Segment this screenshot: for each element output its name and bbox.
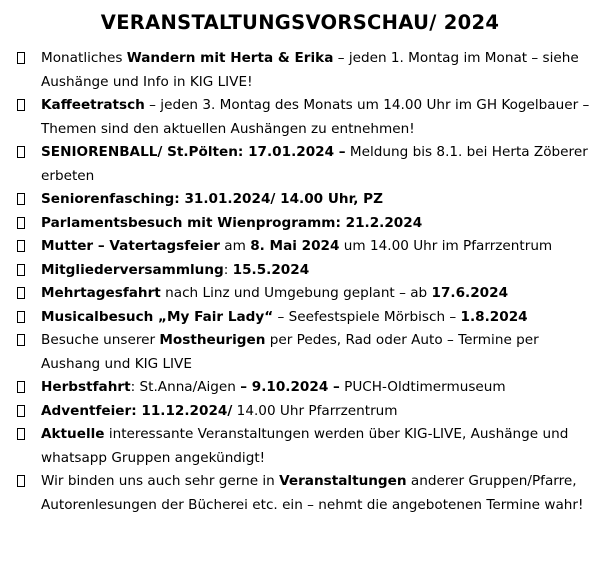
- page-title: VERANSTALTUNGSVORSCHAU/ 2024: [100, 11, 500, 34]
- bullet-icon: [17, 193, 25, 205]
- item-text: PUCH-Oldtimermuseum: [339, 379, 506, 395]
- list-item: [0, 235, 600, 259]
- bullet-icon: [17, 264, 25, 276]
- bullet-icon: [17, 217, 25, 229]
- list-item: [0, 47, 600, 94]
- bullet-icon: [17, 287, 25, 299]
- item-highlight: Herbstfahrt: [41, 379, 131, 395]
- item-text: interessante Veranstaltungen werden über KIG-LIVE, Aushänge und whatsapp Gruppen angekündigt!: [41, 426, 569, 466]
- bullet-icon: [17, 334, 25, 346]
- list-item: [0, 400, 600, 424]
- item-highlight: Adventfeier: 11.12.2024/: [41, 402, 233, 419]
- item-text: Meldung bis 8.1. bei Herta Zöberer erbeten: [41, 144, 588, 184]
- item-highlight: Wandern mit Herta & Erika: [126, 50, 334, 66]
- item-highlight: Veranstaltungen: [279, 473, 407, 489]
- item-text: Besuche unserer: [41, 332, 160, 348]
- item-text: per Pedes, Rad oder Auto – Termine per Aushang und KIG LIVE: [41, 332, 539, 372]
- item-text: 14.00 Uhr Pfarrzentrum: [232, 402, 398, 419]
- bullet-icon: [17, 475, 25, 487]
- list-item: [0, 282, 600, 306]
- event-list: [0, 47, 600, 517]
- list-item: [0, 376, 600, 400]
- item-text: Monatliches: [41, 50, 127, 66]
- list-item: [0, 306, 600, 330]
- item-highlight: Kaffeetratsch: [41, 97, 145, 113]
- list-item: [0, 212, 600, 236]
- item-text: – jeden 1. Montag im Monat – siehe Aushänge und Info in KIG LIVE!: [41, 50, 579, 90]
- bullet-icon: [17, 99, 25, 111]
- item-highlight: Musicalbesuch „My Fair Lady“: [41, 308, 274, 325]
- item-highlight: Seniorenfasching: 31.01.2024/ 14.00 Uhr, PZ: [41, 191, 384, 207]
- list-item: [0, 94, 600, 141]
- bullet-icon: [17, 52, 25, 64]
- item-text: um 14.00 Uhr im Pfarrzentrum: [339, 238, 553, 254]
- item-highlight: Aktuelle: [41, 426, 105, 442]
- item-text: : St.Anna/Aigen: [130, 379, 241, 395]
- item-highlight: 8. Mai 2024: [250, 238, 340, 254]
- item-text: – jeden 3. Montag des Monats um 14.00 Uhr im GH Kogelbauer – Themen sind den aktuellen Aushängen zu entnehmen!: [41, 97, 590, 137]
- item-highlight: – 9.10.2024 –: [240, 379, 340, 395]
- item-highlight: 15.5.2024: [232, 261, 310, 278]
- list-item: [0, 470, 600, 517]
- list-item: [0, 141, 600, 188]
- item-text: am: [219, 238, 251, 254]
- list-item: [0, 259, 600, 283]
- bullet-icon: [17, 311, 25, 323]
- item-highlight: 17.6.2024: [431, 285, 509, 301]
- bullet-icon: [17, 381, 25, 393]
- item-text: Wir binden uns auch sehr gerne in: [41, 473, 280, 489]
- bullet-icon: [17, 146, 25, 158]
- item-highlight: Mitgliederversammlung: [41, 261, 224, 278]
- item-highlight: SENIORENBALL/ St.Pölten: 17.01.2024 –: [41, 144, 346, 160]
- item-text: anderer Gruppen/Pfarre, Autorenlesungen der Bücherei etc. ein – nehmt die angebotenen Termine wahr!: [41, 473, 584, 513]
- item-text: – Seefestspiele Mörbisch –: [273, 308, 461, 325]
- item-highlight: 1.8.2024: [460, 308, 528, 325]
- list-item: [0, 188, 600, 212]
- bullet-icon: [17, 428, 25, 440]
- item-text: nach Linz und Umgebung geplant – ab: [160, 285, 432, 301]
- item-highlight: Mehrtagesfahrt: [41, 285, 161, 301]
- item-highlight: Mostheurigen: [159, 332, 266, 348]
- item-highlight: Mutter – Vatertagsfeier: [41, 238, 220, 254]
- list-item: [0, 329, 600, 376]
- item-text: :: [223, 261, 233, 278]
- list-item: [0, 423, 600, 470]
- bullet-icon: [17, 240, 25, 252]
- item-highlight: Parlamentsbesuch mit Wienprogramm: 21.2.2024: [41, 214, 423, 231]
- bullet-icon: [17, 405, 25, 417]
